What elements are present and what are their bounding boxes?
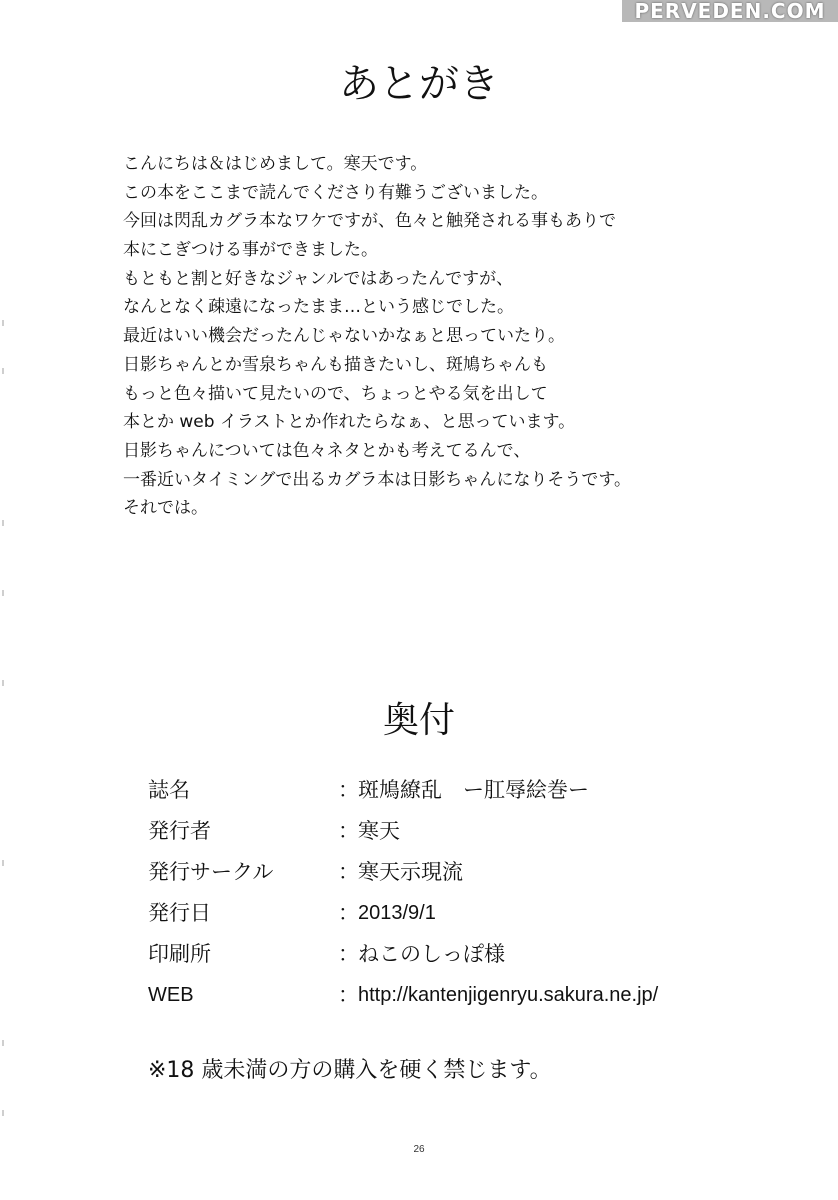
afterword-line: なんとなく疎遠になったまま…という感じでした。 [123,297,514,318]
colophon-value: 斑鳩繚乱 ー肛辱絵巻ー [358,778,589,802]
afterword-line: 本とか web イラストとか作れたらなぁ、と思っています。 [123,412,576,433]
web-url: http://kantenjigenryu.sakura.ne.jp/ [358,984,659,1006]
colophon-separator: ： [338,819,359,843]
colophon-separator: ： [338,942,359,966]
scan-edge-mark [2,590,4,596]
afterword-line: 日影ちゃんについては色々ネタとかも考えてるんで、 [123,440,531,461]
afterword-line: 最近はいい機会だったんじゃないかなぁと思っていたり。 [123,326,565,347]
scan-edge-mark [2,520,4,526]
afterword-line: 本にこぎつける事ができました。 [123,240,378,261]
scan-edge-mark [2,320,4,326]
afterword-line: もっと色々描いて見たいので、ちょっとやる気を出して [123,383,548,404]
colophon-label: 発行サークル [148,860,274,884]
colophon-row-title [148,770,788,811]
colophon-value: ねこのしっぽ様 [358,942,505,966]
colophon-value: 寒天示現流 [358,860,463,884]
colophon-label: WEB [148,984,194,1006]
colophon-label: 印刷所 [148,942,211,966]
colophon-label: 発行者 [148,819,211,843]
colophon-value: 寒天 [358,819,400,843]
colophon-title: 奥付 [382,700,455,741]
colophon-label: 誌名 [148,778,190,802]
scan-edge-mark [2,680,4,686]
afterword-body [123,150,763,523]
page-number: 26 [413,1144,425,1155]
afterword-line: この本をここまで読んでくださり有難うございました。 [123,182,548,203]
scan-edge-mark [2,1110,4,1116]
afterword-line: こんにちは＆はじめまして。寒天です。 [123,154,428,174]
afterword-line: 日影ちゃんとか雪泉ちゃんも描きたいし、斑鳩ちゃんも [123,354,548,375]
age-restriction-notice: ※18 歳未満の方の購入を硬く禁じます。 [148,1058,552,1083]
scan-edge-mark [2,1040,4,1046]
scan-edge-mark [2,368,4,374]
colophon-row-printer [148,934,788,975]
colophon-row-date [148,893,788,934]
colophon-separator: ： [338,983,359,1007]
afterword-title: あとがき [339,61,499,107]
colophon-row-circle [148,852,788,893]
afterword-line: もともと割と好きなジャンルではあったんですが、 [123,268,514,289]
colophon-row-web [148,975,788,1016]
colophon-separator: ： [338,901,359,925]
afterword-line: 今回は閃乱カグラ本なワケですが、色々と触発される事もありで [123,211,616,232]
colophon-row-publisher [148,811,788,852]
watermark-logo: PERVEDEN.COM [622,0,838,22]
afterword-line: 一番近いタイミングで出るカグラ本は日影ちゃんになりそうです。 [123,469,631,490]
colophon-value: 2013/9/1 [358,902,436,924]
scan-edge-mark [2,860,4,866]
colophon-separator: ： [338,778,359,802]
colophon-label: 発行日 [148,901,211,925]
colophon-separator: ： [338,860,359,884]
colophon-table [148,770,788,1016]
afterword-line: それでは。 [123,498,208,519]
